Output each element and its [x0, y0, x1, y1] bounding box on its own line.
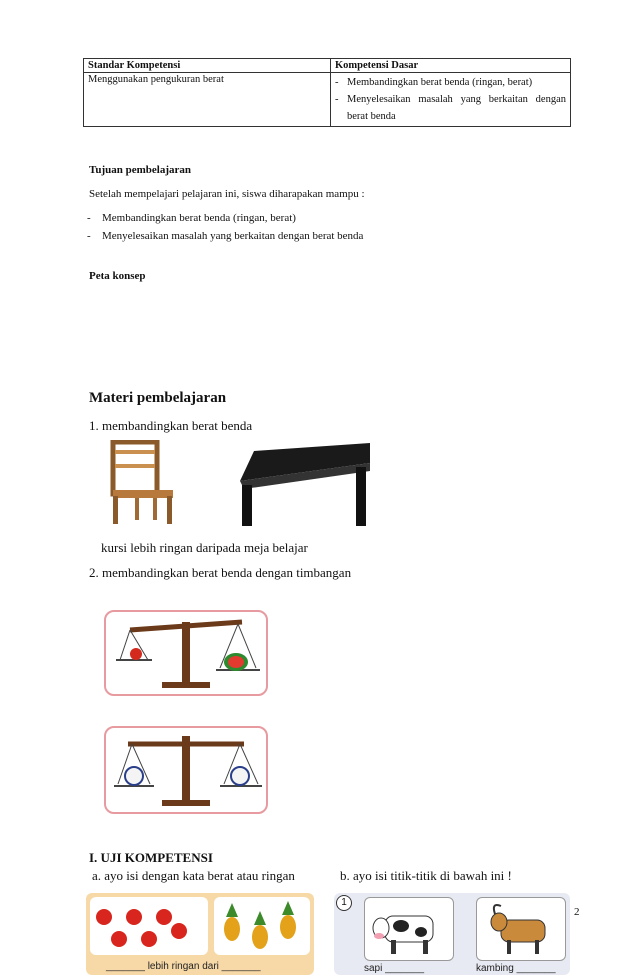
uji-heading: I. UJI KOMPETENSI	[89, 850, 213, 865]
goat-image	[476, 897, 566, 961]
materi-heading: Materi pembelajaran	[89, 390, 227, 406]
page-number: 2	[574, 906, 580, 918]
materi-caption-1: kursi lebih ringan daripada meja belajar	[101, 540, 308, 555]
exercise-card-a	[86, 893, 314, 975]
balance-scale-balls-image	[104, 726, 268, 814]
desk-image	[236, 441, 370, 526]
peta-konsep-heading: Peta konsep	[89, 270, 146, 282]
kompetensi-item: - Membandingkan berat benda (ringan, berat)	[335, 74, 566, 91]
kompetensi-item: - Menyelesaikan masalah yang berkaitan dengan berat benda	[335, 91, 566, 125]
balance-scale-watermelon-image	[104, 610, 268, 696]
uji-instruction-b: b. ayo isi titik-titik di bawah ini !	[340, 868, 512, 883]
exercise-number: 1	[336, 895, 352, 911]
competency-table	[83, 58, 571, 127]
chair-image	[105, 440, 183, 526]
tujuan-item: - Membandingkan berat benda (ringan, berat)	[89, 212, 296, 224]
table-cell-standar: Menggunakan pengukuran berat	[84, 73, 331, 127]
uji-instruction-a: a. ayo isi dengan kata berat atau ringan	[92, 868, 295, 883]
cow-image	[364, 897, 454, 961]
pineapples-image	[214, 897, 310, 955]
materi-item-1: 1. membandingkan berat benda	[89, 418, 253, 433]
table-cell-kompetensi	[331, 73, 571, 127]
apples-image	[90, 897, 208, 955]
card-a-caption: _______ lebih ringan dari _______	[106, 961, 261, 972]
tujuan-intro: Setelah mempelajari pelajaran ini, siswa diharapakan mampu :	[89, 188, 365, 200]
card-b-label-1: sapi _______	[364, 963, 425, 974]
card-b-label-2: kambing _______	[476, 963, 556, 974]
tujuan-item: - Menyelesaikan masalah yang berkaitan dengan berat benda	[89, 230, 363, 242]
table-header-kompetensi: Kompetensi Dasar	[331, 59, 571, 73]
materi-item-2: 2. membandingkan berat benda dengan timbangan	[89, 565, 352, 580]
tujuan-heading: Tujuan pembelajaran	[89, 164, 191, 176]
table-header-standar: Standar Kompetensi	[84, 59, 331, 73]
exercise-card-b	[334, 893, 570, 975]
